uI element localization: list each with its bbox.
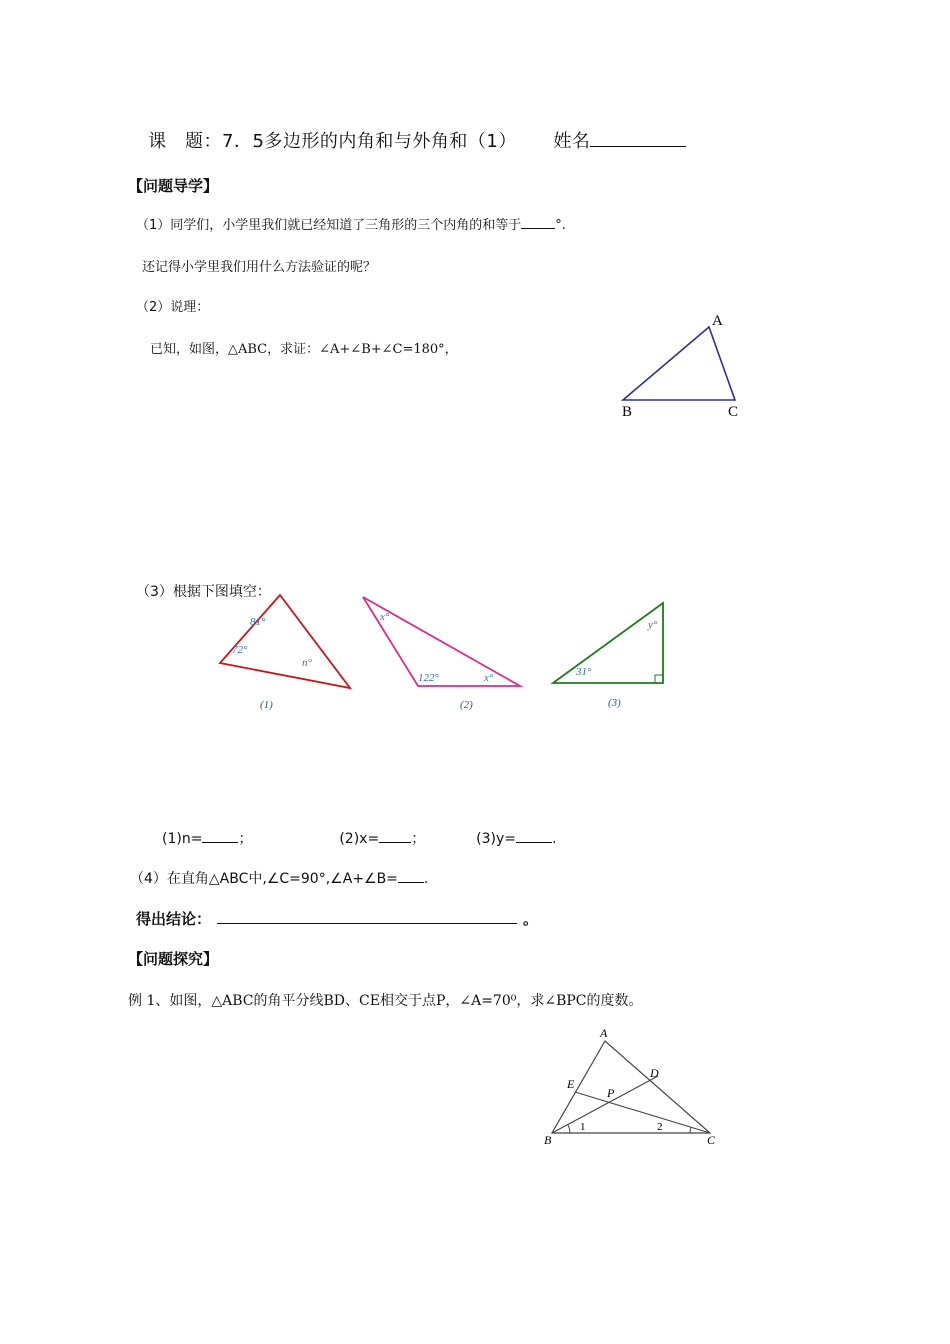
angle-arc-1 xyxy=(568,1125,570,1133)
question-4-blank[interactable] xyxy=(398,868,424,883)
triangle-1-angle-n: n° xyxy=(302,657,312,669)
triangle-2-angle-x-top: x° xyxy=(380,611,390,623)
answers-row xyxy=(162,828,556,848)
question-3: （3）根据下图填空： xyxy=(136,584,271,600)
example-1: 例 1、如图，△ABC的角平分线BD、CE相交于点P，∠A=70⁰，求∠BPC的度数。 xyxy=(128,993,643,1009)
example-label-2: 2 xyxy=(657,1121,663,1133)
triangle-1-caption: (1) xyxy=(260,699,273,711)
example-label-e: E xyxy=(567,1077,575,1091)
example-label-b: B xyxy=(544,1133,552,1147)
example-label-d: D xyxy=(650,1066,659,1080)
answer-2-end: ； xyxy=(411,831,426,847)
question-1-blank[interactable] xyxy=(521,214,555,229)
answer-3-blank[interactable] xyxy=(516,828,552,843)
conclusion-blank[interactable] xyxy=(217,909,517,924)
question-4-end: . xyxy=(423,871,429,887)
vertex-label-a: A xyxy=(712,313,723,329)
triangle-1 xyxy=(220,595,350,688)
triangle-2-caption: (2) xyxy=(460,699,473,711)
conclusion-end: 。 xyxy=(523,910,539,928)
name-label: 姓名 xyxy=(553,131,591,152)
question-1-suffix: °. xyxy=(555,218,566,233)
triangle-1-angle-81: 81° xyxy=(250,616,266,628)
triangle-3-angle-31: 31° xyxy=(576,666,592,678)
lesson-header xyxy=(148,127,686,153)
bisector-ce xyxy=(575,1092,710,1133)
example-1-figure xyxy=(540,1025,740,1155)
angle-arc-2 xyxy=(690,1127,691,1133)
triangle-3 xyxy=(553,603,663,683)
answer-3-label: (3)y= xyxy=(476,831,516,847)
answer-2-blank[interactable] xyxy=(379,828,411,843)
example-label-p: P xyxy=(607,1086,615,1100)
triangle-abc xyxy=(623,327,735,400)
question-1-followup: 还记得小学里我们用什么方法验证的呢？ xyxy=(142,260,377,275)
answer-1-end: ； xyxy=(238,831,253,847)
triangle-3-caption: (3) xyxy=(608,697,621,709)
triangle-abc-figure xyxy=(615,310,755,420)
conclusion xyxy=(136,908,538,929)
answer-3-end: . xyxy=(551,831,557,847)
triangle-abc-example xyxy=(552,1041,710,1133)
section-heading-guide: 【问题导学】 xyxy=(128,177,219,195)
conclusion-label: 得出结论： xyxy=(136,910,212,928)
question-2-given: 已知，如图，△ABC，求证：∠A+∠B+∠C=180°， xyxy=(150,342,458,357)
answer-1-label: (1)n= xyxy=(162,831,203,847)
question-1 xyxy=(136,214,566,233)
question-4 xyxy=(130,868,428,888)
example-label-c: C xyxy=(707,1133,716,1147)
fill-in-triangles-figure xyxy=(210,590,670,720)
triangle-3-angle-y: y° xyxy=(648,619,658,631)
triangle-1-angle-72: 72° xyxy=(232,644,248,656)
vertex-label-b: B xyxy=(622,404,633,420)
lesson-label: 课 题： xyxy=(148,131,222,152)
triangle-3-right-angle-mark xyxy=(655,675,663,683)
question-4-text: （4）在直角△ABC中,∠C=90°,∠A+∠B= xyxy=(130,871,398,887)
name-blank[interactable] xyxy=(590,132,686,147)
answer-1-blank[interactable] xyxy=(202,828,238,843)
vertex-label-c: C xyxy=(728,404,739,420)
answer-2-label: (2)x= xyxy=(339,831,380,847)
triangle-2-angle-x-right: x° xyxy=(484,672,494,684)
question-1-text: （1）同学们，小学里我们就已经知道了三角形的三个内角的和等于 xyxy=(136,218,522,233)
triangle-2-angle-122: 122° xyxy=(418,672,439,684)
example-label-a: A xyxy=(600,1026,608,1040)
section-heading-explore: 【问题探究】 xyxy=(128,950,219,968)
lesson-title: 7．5多边形的内角和与外角和（1） xyxy=(222,131,517,152)
example-label-1: 1 xyxy=(580,1121,586,1133)
question-2: （2）说理： xyxy=(136,300,210,315)
